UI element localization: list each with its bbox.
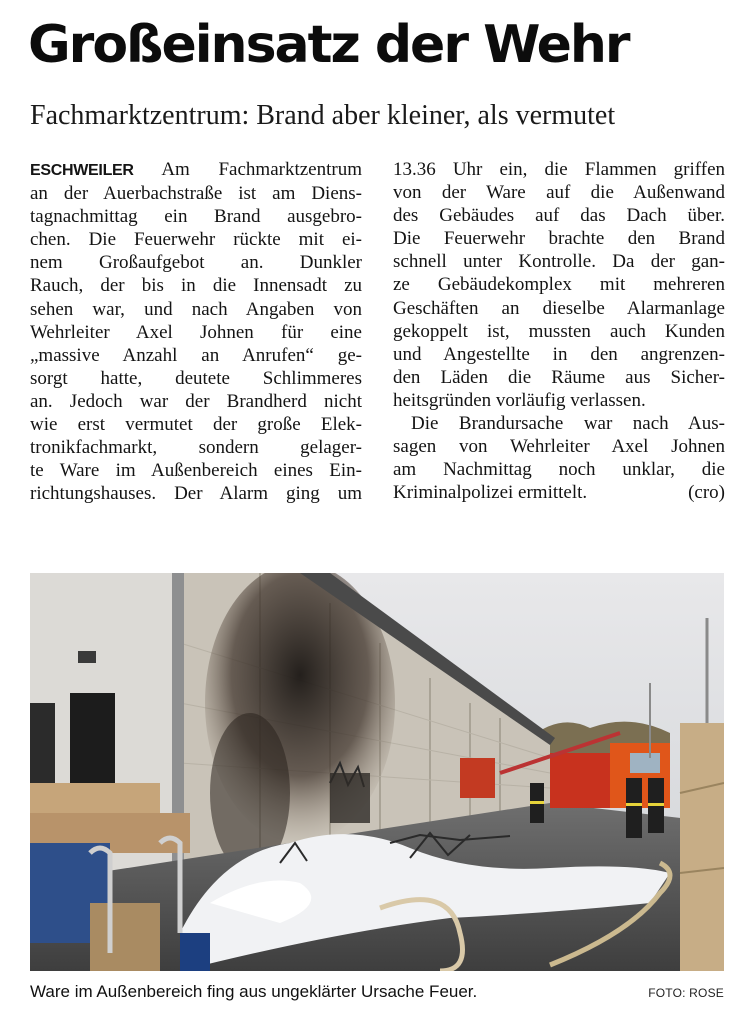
text-line: gekoppelt ist, mussten auch Kunden <box>393 320 725 342</box>
text-line: richtungshauses. Der Alarm ging um <box>30 483 362 505</box>
text-line: und Angestellte in den angrenzen- <box>393 343 725 365</box>
text-line <box>393 481 725 504</box>
text-line: sagen von Wehrleiter Axel Johnen <box>393 436 725 458</box>
article-column-left <box>30 158 362 505</box>
text-line: tagnachmittag ein Brand ausgebro- <box>30 206 362 228</box>
text-line: Geschäften an dieselbe Alarmanlage <box>393 297 725 319</box>
text-line: tronikfachmarkt, sondern gelager- <box>30 437 362 459</box>
text-line: te Ware im Außenbereich eines Ein- <box>30 460 362 482</box>
text-line: sehen war, und nach Angaben von <box>30 298 362 320</box>
author-tag: (cro) <box>688 482 725 504</box>
text-line: „massive Anzahl an Anrufen“ ge- <box>30 344 362 366</box>
text-line: chen. Die Feuerwehr rückte mit ei- <box>30 229 362 251</box>
photo-credit: FOTO: ROSE <box>648 986 724 1000</box>
text-line-content: Am Fachmarktzentrum <box>161 159 362 180</box>
headline: Großeinsatz der Wehr <box>28 15 629 75</box>
text-line: ze Gebäudekomplex mit mehreren <box>393 274 725 296</box>
text-line: an der Auerbachstraße ist am Diens- <box>30 183 362 205</box>
text-line: schnell unter Kontrolle. Da der gan- <box>393 251 725 273</box>
text-line: nem Großaufgebot an. Dunkler <box>30 252 362 274</box>
article-column-right <box>393 158 725 504</box>
text-line: Die Feuerwehr brachte den Brand <box>393 228 725 250</box>
article-photo <box>30 573 724 971</box>
text-line-content: Kriminalpolizei ermittelt. <box>393 482 588 504</box>
dateline: ESCHWEILER <box>30 162 134 179</box>
text-line: des Gebäudes auf das Dach über. <box>393 205 725 227</box>
text-line: heitsgründen vorläufig verlassen. <box>393 389 646 411</box>
text-line: an. Jedoch war der Brandherd nicht <box>30 390 362 412</box>
text-line: wie erst vermutet der große Elek- <box>30 414 362 436</box>
subheadline: Fachmarktzentrum: Brand aber kleiner, als vermutet <box>30 100 616 131</box>
text-line: Wehrleiter Axel Johnen für eine <box>30 321 362 343</box>
text-line: Rauch, der bis in die Innensadt zu <box>30 275 362 297</box>
photo-caption: Ware im Außenbereich fing aus ungeklärter Ursache Feuer. <box>30 982 478 1001</box>
paragraph <box>393 158 725 412</box>
text-line: Die Brandursache war nach Aus- <box>411 413 725 435</box>
paragraph <box>30 158 362 505</box>
text-line: von der Ware auf die Außenwand <box>393 182 725 204</box>
text-line: 13.36 Uhr ein, die Flammen griffen <box>393 159 725 180</box>
text-line <box>30 158 362 182</box>
paragraph <box>393 412 725 504</box>
fire-scene-illustration <box>30 573 724 971</box>
text-line: sorgt hatte, deutete Schlimmeres <box>30 367 362 389</box>
text-line: den Läden die Räume aus Sicher- <box>393 366 725 388</box>
text-line: am Nachmittag noch unklar, die <box>393 459 725 481</box>
